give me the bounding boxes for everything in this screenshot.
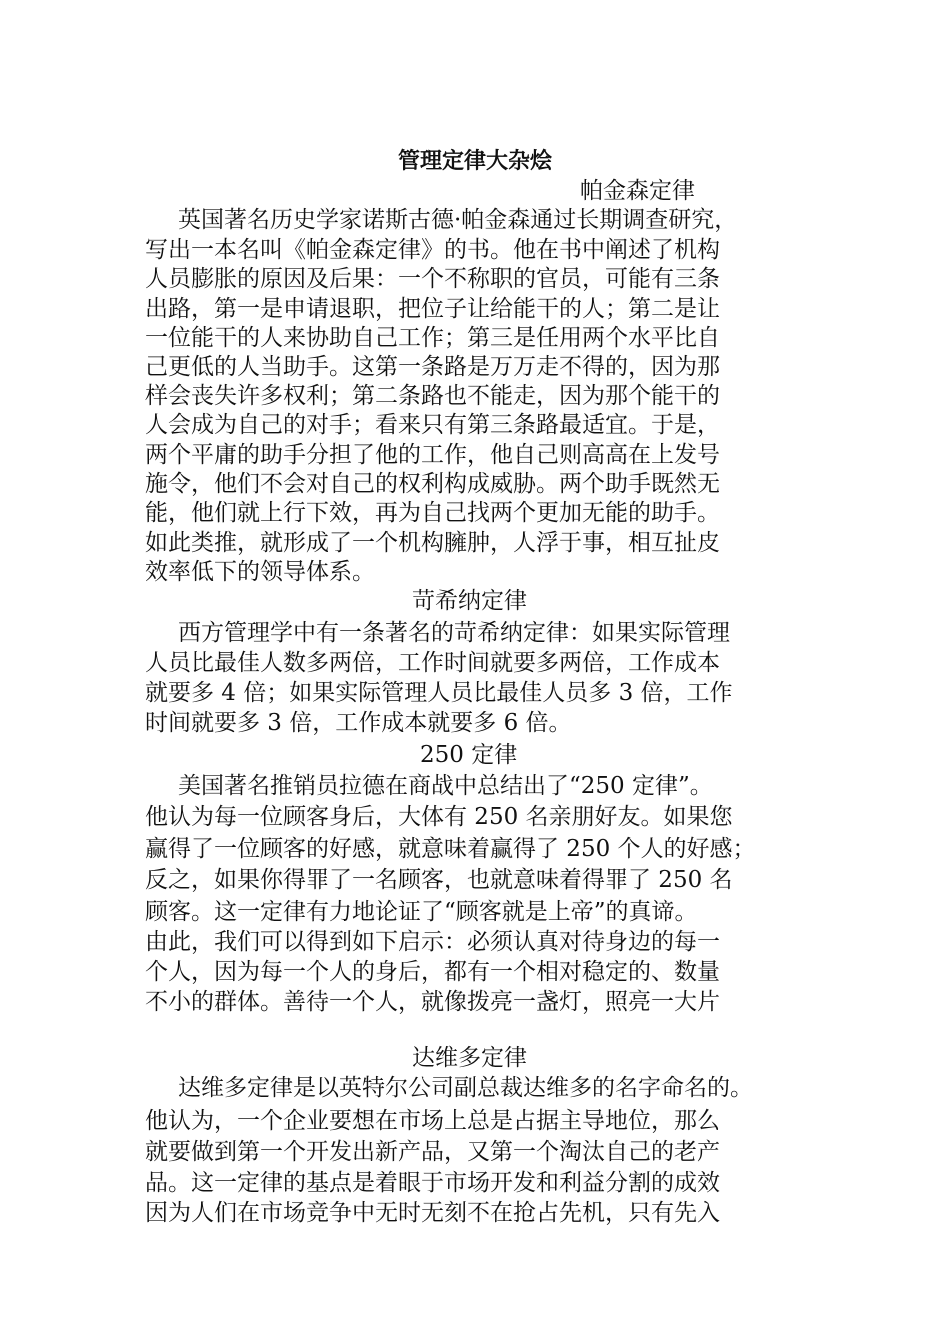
- section-heading-kohina: 苛希纳定律: [412, 588, 527, 614]
- paragraph-line: 人员比最佳人数多两倍，工作时间就要多两倍，工作成本: [145, 650, 720, 676]
- paragraph-line: 英国著名历史学家诺斯古德·帕金森通过长期调查研究，: [178, 207, 738, 233]
- paragraph-line: 效率低下的领导体系。: [145, 559, 375, 585]
- paragraph-line: 施令，他们不会对自己的权利构成威胁。两个助手既然无: [145, 471, 720, 497]
- paragraph-line: 写出一本名叫《帕金森定律》的书。他在书中阐述了机构: [145, 237, 720, 263]
- paragraph-line: 就要做到第一个开发出新产品，又第一个淘汰自己的老产: [145, 1139, 720, 1165]
- paragraph-line: 样会丧失许多权利；第二条路也不能走，因为那个能干的: [145, 383, 720, 409]
- paragraph-line: 如此类推，就形成了一个机构臃肿，人浮于事，相互扯皮: [145, 530, 720, 556]
- paragraph-line: 因为人们在市场竞争中无时无刻不在抢占先机，只有先入: [145, 1200, 720, 1226]
- paragraph-line: 不小的群体。善待一个人，就像拨亮一盏灯，照亮一大片: [145, 989, 720, 1015]
- paragraph-line: 由此，我们可以得到如下启示：必须认真对待身边的每一: [145, 929, 720, 955]
- paragraph-line: 出路，第一是申请退职，把位子让给能干的人；第二是让: [145, 296, 720, 322]
- paragraph-line: 达维多定律是以英特尔公司副总裁达维多的名字命名的。: [178, 1075, 753, 1101]
- paragraph-line: 时间就要多 3 倍，工作成本就要多 6 倍。: [145, 710, 572, 736]
- paragraph-line: 人员膨胀的原因及后果：一个不称职的官员，可能有三条: [145, 266, 720, 292]
- paragraph-line: 就要多 4 倍；如果实际管理人员比最佳人员多 3 倍，工作: [145, 680, 733, 706]
- paragraph-line: 两个平庸的助手分担了他的工作，他自己则高高在上发号: [145, 442, 720, 468]
- paragraph-line: 反之，如果你得罪了一名顾客，也就意味着得罪了 250 名: [145, 867, 733, 893]
- paragraph-line: 己更低的人当助手。这第一条路是万万走不得的，因为那: [145, 354, 720, 380]
- paragraph-line: 他认为每一位顾客身后，大体有 250 名亲朋好友。如果您: [145, 804, 733, 830]
- paragraph-line: 西方管理学中有一条著名的苛希纳定律：如果实际管理: [178, 620, 730, 646]
- page-title: 管理定律大杂烩: [397, 149, 552, 174]
- paragraph-line: 个人，因为每一个人的身后，都有一个相对稳定的、数量: [145, 959, 720, 985]
- paragraph-line: 顾客。这一定律有力地论证了“顾客就是上帝”的真谛。: [145, 899, 698, 925]
- section-heading-250: 250 定律: [420, 742, 518, 768]
- paragraph-line: 美国著名推销员拉德在商战中总结出了“250 定律”。: [178, 773, 713, 799]
- section-heading-parkinson: 帕金森定律: [580, 178, 695, 204]
- paragraph-line: 他认为，一个企业要想在市场上总是占据主导地位，那么: [145, 1108, 720, 1134]
- section-heading-davidow: 达维多定律: [412, 1045, 527, 1071]
- paragraph-line: 一位能干的人来协助自己工作；第三是任用两个水平比自: [145, 325, 720, 351]
- paragraph-line: 赢得了一位顾客的好感，就意味着赢得了 250 个人的好感；: [145, 836, 756, 862]
- paragraph-line: 品。这一定律的基点是着眼于市场开发和利益分割的成效: [145, 1170, 720, 1196]
- paragraph-line: 人会成为自己的对手；看来只有第三条路最适宜。于是，: [145, 412, 720, 438]
- paragraph-line: 能，他们就上行下效，再为自己找两个更加无能的助手。: [145, 500, 720, 526]
